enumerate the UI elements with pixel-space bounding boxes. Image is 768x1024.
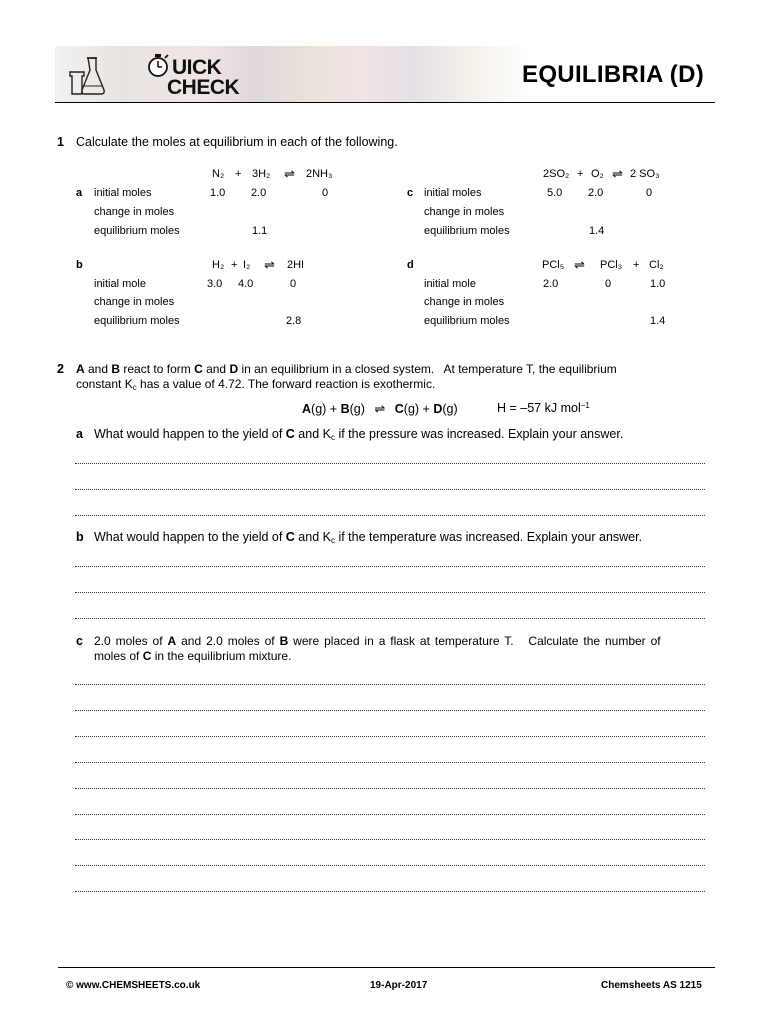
q2-eq-a-state: (g) + <box>311 402 341 416</box>
q1b-row2-label: change in moles <box>94 296 175 308</box>
q1a-eq-5: 2NH₃ <box>306 168 333 180</box>
q2-intro-b: B <box>111 362 121 376</box>
q2-eq-arrow: ⇌ <box>374 401 386 416</box>
q1b-row1-v3: 0 <box>290 278 297 290</box>
q1-prompt: Calculate the moles at equilibrium in each of the following. <box>76 135 398 149</box>
page-title: EQUILIBRIA (D) <box>522 61 704 88</box>
q1c-eq-5: 2 SO₃ <box>630 168 660 180</box>
q1c-letter: c <box>407 187 414 199</box>
q2c-answer-line-2[interactable] <box>75 709 705 711</box>
q1c-eq-1: 2SO₂ <box>543 168 570 180</box>
q2-intro-a: A <box>76 362 85 376</box>
q1a-eq-3: 3H₂ <box>252 168 271 180</box>
q1d-row3-label: equilibrium moles <box>424 315 510 327</box>
footer-divider <box>58 967 715 968</box>
q1b-eq-2: + <box>231 259 238 271</box>
q1d-eq-1: PCl₅ <box>542 259 565 271</box>
q2a-sub: c <box>330 433 335 442</box>
q2c-text-2: and 2.0 moles of <box>176 634 280 648</box>
q1c-eq-4: ⇌ <box>612 166 623 181</box>
q2c-text-3: were placed in a flask at temperature T. Calculate the number of <box>288 634 661 648</box>
q1d-letter: d <box>407 259 414 271</box>
q1d-row1-label: initial mole <box>424 278 476 290</box>
q1a-row1-label: initial moles <box>94 187 152 199</box>
q2-intro-and2: and <box>202 362 230 376</box>
q2b-answer-line-3[interactable] <box>75 617 705 619</box>
logo-text-line2: CHECK <box>167 76 240 99</box>
q1b-eq-1: H₂ <box>212 259 225 271</box>
q2c-answer-line-7[interactable] <box>75 838 705 840</box>
q1b-eq-4: ⇌ <box>264 257 275 272</box>
q2c-answer-line-3[interactable] <box>75 735 705 737</box>
q2c-answer-line-6[interactable] <box>75 813 705 815</box>
q2-intro-line2-rest: has a value of 4.72. The forward reaction is exothermic. <box>136 377 436 391</box>
q2b-letter: b <box>76 530 84 544</box>
q2c-letter: c <box>76 634 83 648</box>
q1b-row3-label: equilibrium moles <box>94 315 180 327</box>
q2c-line2-post: in the equilibrium mixture. <box>151 649 292 663</box>
q2c-line2-pre: moles of <box>94 649 143 663</box>
q1c-row1-v1: 5.0 <box>547 187 563 199</box>
q1c-row1-v3: 0 <box>646 187 653 199</box>
q2b-text-pre: What would happen to the yield of <box>94 530 286 544</box>
q1a-row3-label: equilibrium moles <box>94 225 180 237</box>
q2b-text-post: if the temperature was increased. Explain your answer. <box>334 530 643 544</box>
q2b-text <box>94 530 642 544</box>
q2-enthalpy-sup: −1 <box>580 401 590 410</box>
q1d-eq-4: + <box>633 259 640 271</box>
q1a-row1-v3: 0 <box>322 187 329 199</box>
q2b-sub: c <box>330 536 335 545</box>
q2c-b: B <box>279 634 289 648</box>
q1a-row1-v2: 2.0 <box>251 187 267 199</box>
q2c-a: A <box>167 634 177 648</box>
q2-eq-c: C <box>394 402 404 416</box>
q1-number: 1 <box>57 135 64 149</box>
q1a-eq-1: N₂ <box>212 168 225 180</box>
q2a-letter: a <box>76 427 83 441</box>
q2-intro-c: C <box>194 362 203 376</box>
q2-intro-post: in an equilibrium in a closed system. At temperature T, the equilibrium <box>238 362 617 376</box>
flask-logo-icon <box>66 52 110 98</box>
q2-enthalpy <box>497 401 590 415</box>
q2c-c: C <box>142 649 152 663</box>
q2a-text-post: if the pressure was increased. Explain your answer. <box>334 427 624 441</box>
q1a-row3-v2: 1.1 <box>252 225 268 237</box>
q2-eq-b: B <box>340 402 350 416</box>
q1c-row1-v2: 2.0 <box>588 187 604 199</box>
q1d-row2-label: change in moles <box>424 296 505 308</box>
q2a-c: C <box>285 427 295 441</box>
footer-website[interactable]: © www.CHEMSHEETS.co.uk <box>66 980 201 991</box>
q1a-row1-v1: 1.0 <box>210 187 226 199</box>
q1d-row1-v1: 2.0 <box>543 278 559 290</box>
q1b-eq-3: I₂ <box>243 259 251 271</box>
q1a-eq-2: + <box>235 168 242 180</box>
q2c-answer-line-5[interactable] <box>75 787 705 789</box>
q2a-text <box>94 427 623 441</box>
q2b-text-mid: and K <box>294 530 331 544</box>
q2-eq-d: D <box>433 402 443 416</box>
q2c-answer-line-9[interactable] <box>75 890 705 892</box>
q2-intro-mid: react to form <box>120 362 195 376</box>
q2c-text <box>94 634 716 664</box>
q1b-row1-v2: 4.0 <box>238 278 254 290</box>
q1b-row1-v1: 3.0 <box>207 278 223 290</box>
q1d-eq-3: PCl₃ <box>600 259 623 271</box>
q2-intro <box>76 362 716 392</box>
q1d-row3-v3: 1.4 <box>650 315 666 327</box>
q2-eq-c-state: (g) + <box>403 402 434 416</box>
q1c-row1-label: initial moles <box>424 187 482 199</box>
q2-enthalpy-text: H = –57 kJ mol <box>497 401 581 415</box>
q2-intro-d: D <box>229 362 239 376</box>
q2-intro-line2-sub: c <box>132 383 137 392</box>
q1c-row3-label: equilibrium moles <box>424 225 510 237</box>
q2b-c: C <box>285 530 295 544</box>
q2c-answer-line-4[interactable] <box>75 761 705 763</box>
q2b-answer-line-2[interactable] <box>75 591 705 593</box>
footer-date: 19-Apr-2017 <box>370 980 428 991</box>
q2-eq-a: A <box>302 402 312 416</box>
q1d-eq-2: ⇌ <box>574 257 585 272</box>
q1d-row1-v2: 0 <box>605 278 612 290</box>
q2-eq-d-state: (g) <box>442 402 458 416</box>
q1b-letter: b <box>76 259 83 271</box>
q1c-eq-2: + <box>577 168 584 180</box>
q1a-row2-label: change in moles <box>94 206 175 218</box>
q2c-answer-line-1[interactable] <box>75 683 705 685</box>
q2-intro-and1: and <box>84 362 112 376</box>
q1c-row3-v2: 1.4 <box>589 225 605 237</box>
q2-equation <box>302 401 458 417</box>
q1b-row3-v3: 2.8 <box>286 315 302 327</box>
q2-eq-b-state: (g) <box>349 402 365 416</box>
q2c-text-1: 2.0 moles of <box>94 634 168 648</box>
q1a-letter: a <box>76 187 83 199</box>
footer-reference: Chemsheets AS 1215 <box>601 980 702 991</box>
header-divider <box>55 102 715 103</box>
q1d-row1-v3: 1.0 <box>650 278 666 290</box>
q2a-answer-line-1[interactable] <box>75 462 705 464</box>
q1b-eq-5: 2HI <box>287 259 305 271</box>
q2c-answer-line-8[interactable] <box>75 864 705 866</box>
q1a-eq-4: ⇌ <box>284 166 295 181</box>
q2-number: 2 <box>57 362 64 376</box>
q2a-text-pre: What would happen to the yield of <box>94 427 286 441</box>
q2b-answer-line-1[interactable] <box>75 565 705 567</box>
q1c-eq-3: O₂ <box>591 168 604 180</box>
q2a-answer-line-3[interactable] <box>75 514 705 516</box>
q2a-text-mid: and K <box>294 427 331 441</box>
q2a-answer-line-2[interactable] <box>75 488 705 490</box>
q2-intro-line2: constant K <box>76 377 133 391</box>
q1b-row1-label: initial mole <box>94 278 146 290</box>
logo-text-line1: UICK <box>172 56 222 79</box>
q1c-row2-label: change in moles <box>424 206 505 218</box>
q1d-eq-5: Cl₂ <box>649 259 664 271</box>
